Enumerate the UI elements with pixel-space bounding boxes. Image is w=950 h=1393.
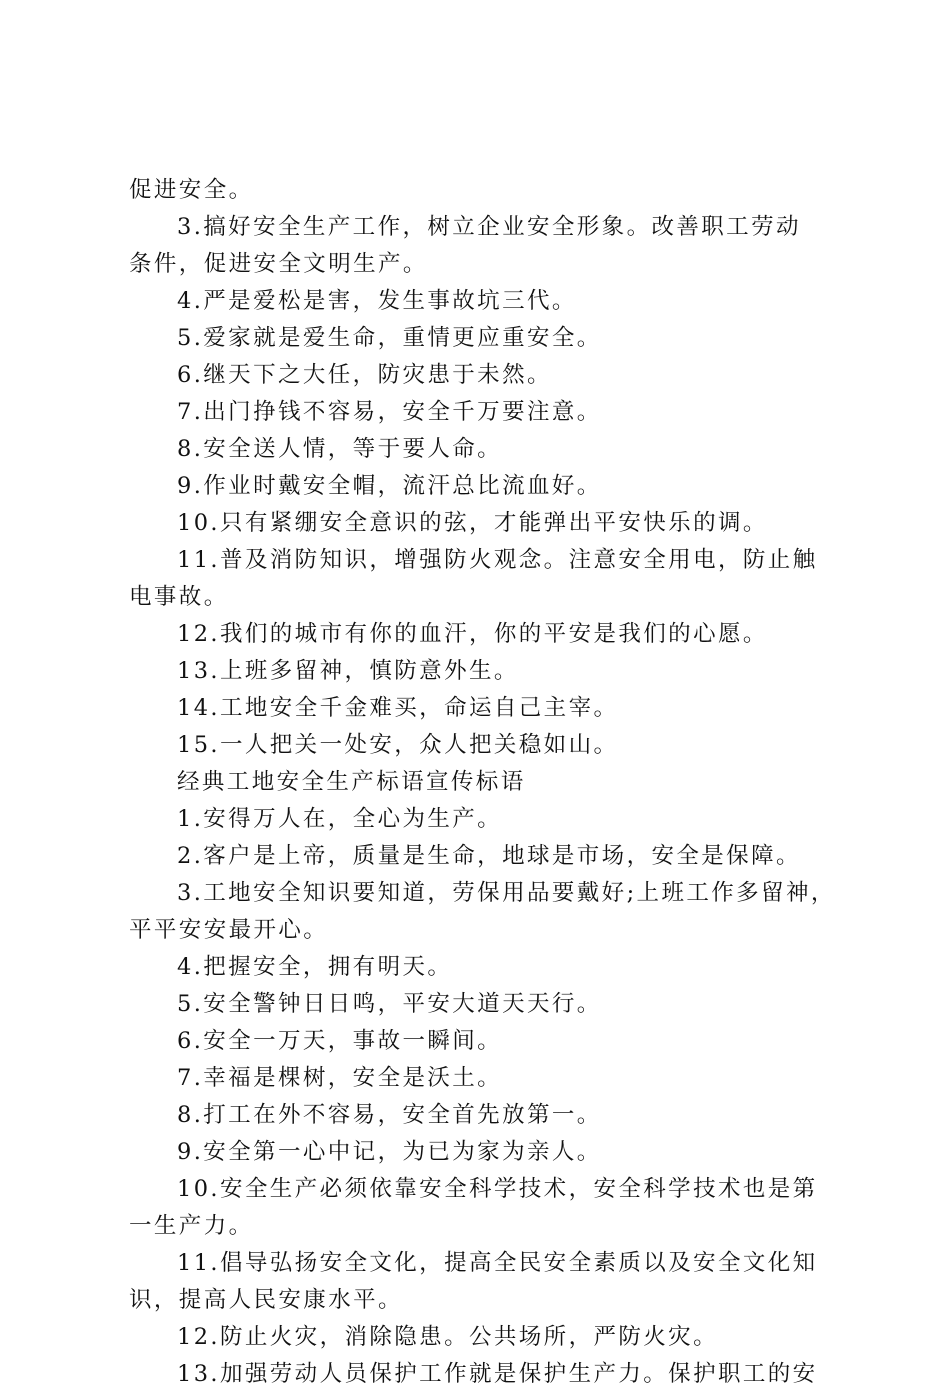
text-line: 条件，促进安全文明生产。 [129,251,428,277]
text-line: 4.严是爱松是害，发生事故坑三代。 [177,288,577,314]
text-line: 13.上班多留神，慎防意外生。 [177,658,519,684]
text-line: 5.爱家就是爱生命，重情更应重安全。 [177,325,602,351]
text-line: 7.幸福是棵树，安全是沃土。 [177,1065,503,1091]
text-line: 13.加强劳动人员保护工作就是保护生产力。保护职工的安 [177,1361,818,1387]
text-line: 2.客户是上帝，质量是生命，地球是市场，安全是保障。 [177,843,801,869]
text-line: 3.工地安全知识要知道，劳保用品要戴好;上班工作多留神， [177,880,836,906]
text-line: 9.作业时戴安全帽，流汗总比流血好。 [177,473,602,499]
text-line: 8.打工在外不容易，安全首先放第一。 [177,1102,602,1128]
text-line: 7.出门挣钱不容易，安全千万要注意。 [177,399,602,425]
text-line: 12.我们的城市有你的血汗，你的平安是我们的心愿。 [177,621,768,647]
text-line: 14.工地安全千金难买，命运自己主宰。 [177,695,619,721]
text-line: 11.倡导弘扬安全文化，提高全民安全素质以及安全文化知 [177,1250,818,1276]
text-line: 11.普及消防知识，增强防火观念。注意安全用电，防止触 [177,547,818,573]
text-line: 1.安得万人在，全心为生产。 [177,806,503,832]
text-line: 5.安全警钟日日鸣，平安大道天天行。 [177,991,602,1017]
text-line: 8.安全送人情，等于要人命。 [177,436,503,462]
text-line: 9.安全第一心中记，为已为家为亲人。 [177,1139,602,1165]
text-line: 3.搞好安全生产工作，树立企业安全形象。改善职工劳动 [177,214,801,240]
document-body [129,172,834,1393]
text-line: 15.一人把关一处安，众人把关稳如山。 [177,732,619,758]
text-line: 12.防止火灾，消除隐患。公共场所，严防火灾。 [177,1324,718,1350]
text-line: 6.继天下之大任，防灾患于未然。 [177,362,552,388]
text-line: 识，提高人民安康水平。 [129,1287,403,1313]
text-line: 一生产力。 [129,1213,254,1239]
text-line: 经典工地安全生产标语宣传标语 [177,769,526,795]
text-line: 4.把握安全，拥有明天。 [177,954,453,980]
text-line: 平平安安最开心。 [129,917,329,943]
text-line: 10.只有紧绷安全意识的弦，才能弹出平安快乐的调。 [177,510,768,536]
text-line: 电事故。 [129,584,229,610]
text-line: 10.安全生产必须依靠安全科学技术，安全科学技术也是第 [177,1176,818,1202]
text-line: 促进安全。 [129,177,254,203]
text-line: 6.安全一万天，事故一瞬间。 [177,1028,503,1054]
